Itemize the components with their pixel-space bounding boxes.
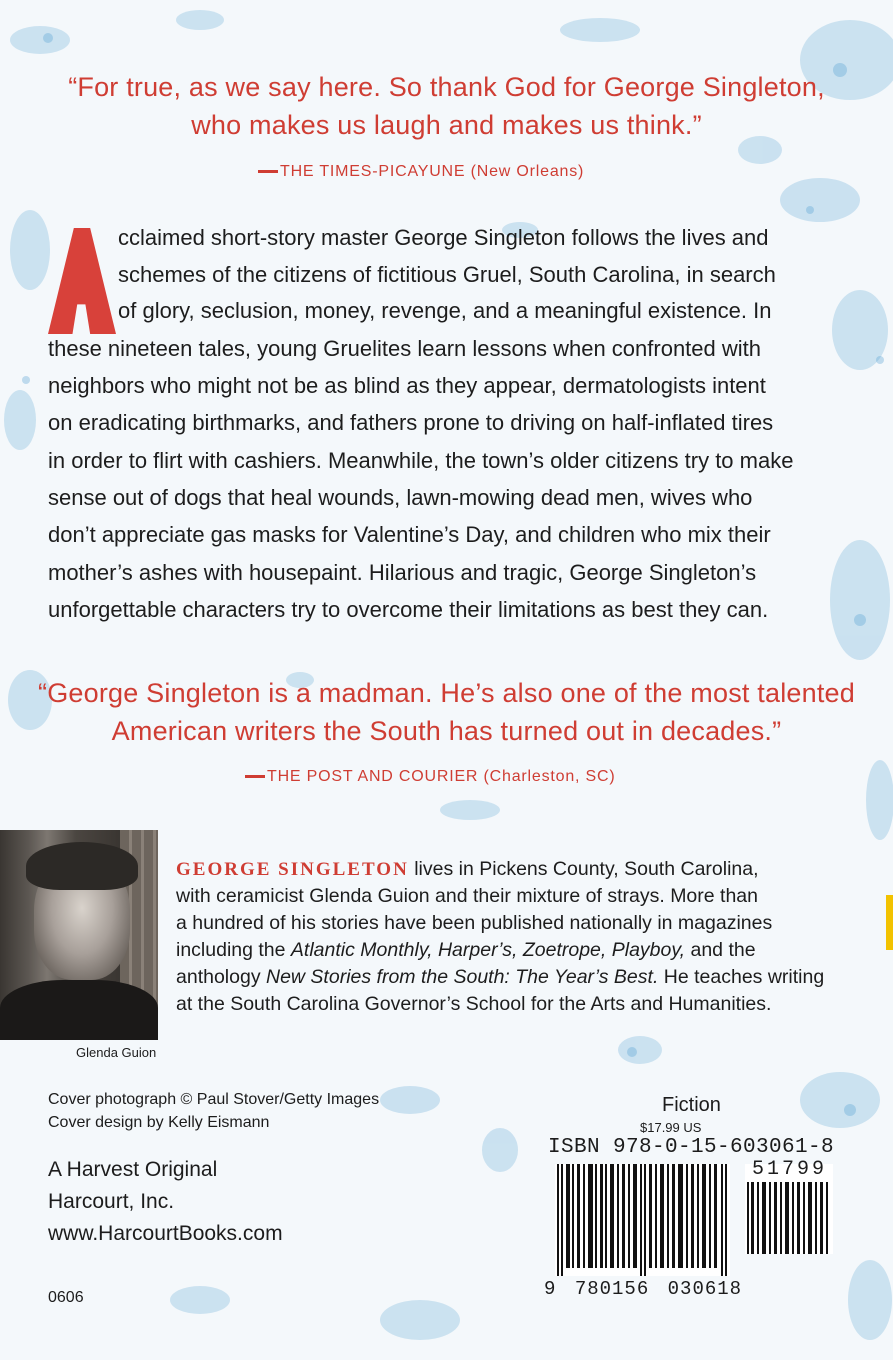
description-line: sense out of dogs that heal wounds, lawn-mowing dead men, wives who [48,485,753,510]
price-label: $17.99 US [640,1120,702,1135]
description-line: these nineteen tales, young Gruelites learn lessons when confronted with [48,336,761,361]
cover-design-credit: Cover design by Kelly Eismann [48,1114,270,1131]
author-bio [176,856,824,1018]
bottom-quote-source: THE POST AND COURIER (Charleston, SC) [267,768,616,785]
print-code: 0606 [48,1289,84,1306]
bio-text: anthology [176,966,266,988]
description-line: neighbors who might not be as blind as they appear, dermatologists intent [48,373,766,398]
description [0,0,893,640]
publisher-info [48,1154,283,1250]
bottom-quote-line-2: American writers the South has turned out in decades.” [111,716,782,746]
bio-text: and the [685,939,756,961]
ean-left-digits: 780156 [574,1278,650,1300]
bio-text: including the [176,939,291,961]
bio-line-6: at the South Carolina Governor’s School for the Arts and Humanities. [176,993,772,1015]
ean-bars-graphic [555,1164,730,1276]
description-line: mother’s ashes with housepaint. Hilarious and tragic, George Singleton’s [48,560,757,585]
description-line: cclaimed short-story master George Singleton follows the lives and [118,225,769,250]
photo-hair [26,842,138,890]
description-line: schemes of the citizens of fictitious Gruel, South Carolina, in search [118,262,776,287]
bottom-quote [0,674,893,750]
ean-barcode [555,1164,730,1276]
description-line: unforgettable characters try to overcome their limitations as best they can. [48,597,769,622]
bio-line-5 [176,964,824,991]
description-line: in order to flirt with cashiers. Meanwhile, the town’s older citizens try to make [48,448,794,473]
cover-credits [48,1088,379,1134]
category-label: Fiction [662,1094,721,1116]
isbn-label: ISBN 978-0-15-603061-8 [548,1136,835,1159]
bio-text: lives in Pickens County, South Carolina, [408,858,759,880]
cover-photo-credit: Cover photograph © Paul Stover/Getty Images [48,1091,380,1108]
barcode-block [540,1092,840,1302]
photo-shirt [0,980,158,1040]
publisher-name: Harcourt, Inc. [48,1190,175,1213]
ean-prefix: 9 [544,1278,557,1300]
bio-line-4 [176,937,824,964]
bio-magazines: Atlantic Monthly, Harper’s, Zoetrope, Playboy, [290,939,686,961]
description-line: don’t appreciate gas masks for Valentine’s Day, and children who mix their [48,522,771,547]
bio-line-1 [176,856,824,883]
price-addon-digits: 51799 [752,1158,828,1181]
publisher-url: www.HarcourtBooks.com [48,1222,283,1245]
description-line: of glory, seclusion, money, revenge, and a meaningful existence. In [118,298,772,323]
description-line: on eradicating birthmarks, and fathers prone to driving on half-inflated tires [48,410,774,435]
ean-right-digits: 030618 [667,1278,743,1300]
bio-line-3: a hundred of his stories have been published nationally in magazines [176,912,773,934]
top-quote-source: THE TIMES-PICAYUNE (New Orleans) [280,163,585,180]
author-photo [0,830,158,1040]
bottom-quote-line-1: “George Singleton is a madman. He’s also one of the most talented [38,678,855,708]
ean-digits [544,1278,742,1300]
attribution-dash [245,775,265,778]
top-quote-line-2: who makes us laugh and makes us think.” [191,110,702,140]
publisher-imprint: A Harvest Original [48,1158,218,1181]
bio-anthology: New Stories from the South: The Year’s Best. [266,966,659,988]
top-quote-line-1: “For true, as we say here. So thank God for George Singleton, [68,72,825,102]
author-name: GEORGE SINGLETON [176,859,409,880]
photo-credit: Glenda Guion [76,1045,157,1060]
bio-line-2: with ceramicist Glenda Guion and their mixture of strays. More than [176,885,758,907]
bio-text: He teaches writing [658,966,825,988]
bottom-quote-attribution [245,768,615,786]
